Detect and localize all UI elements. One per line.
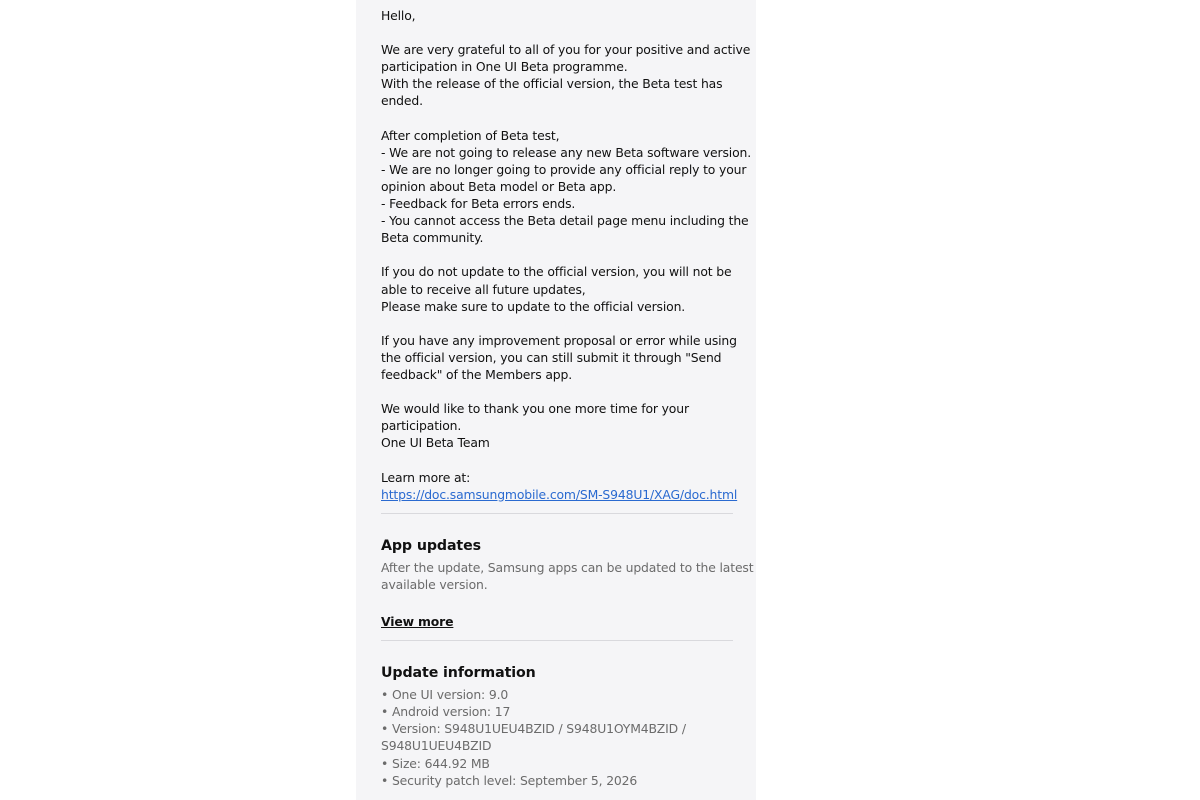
thanks-paragraph: [381, 41, 751, 109]
beta-completion-paragraph: [381, 127, 751, 247]
learn-more-link[interactable]: https://doc.samsungmobile.com/SM-S948U1/XAG/doc.html: [381, 486, 738, 502]
paragraph-line: the official version, you can still submit it through "Send: [381, 349, 722, 365]
paragraph-line: opinion about Beta model or Beta app.: [381, 178, 617, 194]
paragraph-line: We are very grateful to all of you for your positive and active: [381, 42, 751, 58]
list-item: • Version: S948U1UEU4BZID / S948U1OYM4BZID /: [381, 721, 686, 737]
paragraph-line: able to receive all future updates,: [381, 281, 586, 297]
list-item: • One UI version: 9.0: [381, 687, 509, 703]
paragraph-line: - We are not going to release any new Beta software version.: [381, 144, 751, 160]
update-details-content: [381, 7, 754, 789]
list-item: • Android version: 17: [381, 704, 511, 720]
update-information-title: Update information: [381, 665, 536, 682]
list-item: • Security patch level: September 5, 2026: [381, 772, 638, 788]
paragraph-line: participation.: [381, 418, 462, 434]
paragraph-line: Please make sure to update to the official version.: [381, 298, 686, 314]
update-information-list: [381, 686, 736, 789]
list-item: • Size: 644.92 MB: [381, 755, 490, 771]
update-reminder-paragraph: [381, 263, 736, 314]
paragraph-line: We would like to thank you one more time for your: [381, 401, 689, 417]
paragraph-line: - Feedback for Beta errors ends.: [381, 196, 576, 212]
paragraph-line: ended.: [381, 93, 423, 109]
paragraph-line: If you have any improvement proposal or error while using: [381, 332, 737, 348]
paragraph-line: After completion of Beta test,: [381, 127, 560, 143]
paragraph-line: participation in One UI Beta programme.: [381, 59, 628, 75]
paragraph-line: - You cannot access the Beta detail page menu including the: [381, 213, 749, 229]
app-updates-title: App updates: [381, 537, 481, 554]
paragraph-line: If you do not update to the official version, you will not be: [381, 264, 732, 280]
description-line: After the update, Samsung apps can be updated to the latest: [381, 559, 754, 575]
signature: One UI Beta Team: [381, 435, 490, 451]
paragraph-line: - We are no longer going to provide any official reply to your: [381, 161, 747, 177]
feedback-paragraph: [381, 332, 736, 383]
paragraph-line: feedback" of the Members app.: [381, 366, 572, 382]
description-line: available version.: [381, 576, 488, 592]
paragraph-line: Beta community.: [381, 230, 484, 246]
update-details-screen: [356, 0, 756, 800]
learn-more-label: Learn more at:: [381, 469, 471, 485]
view-more-link[interactable]: View more: [381, 614, 454, 629]
greeting: Hello,: [381, 8, 416, 23]
paragraph-line: With the release of the official version, the Beta test has: [381, 76, 723, 92]
list-item: S948U1UEU4BZID: [381, 738, 492, 754]
closing-paragraph: [381, 400, 736, 451]
app-updates-description: [381, 559, 754, 593]
